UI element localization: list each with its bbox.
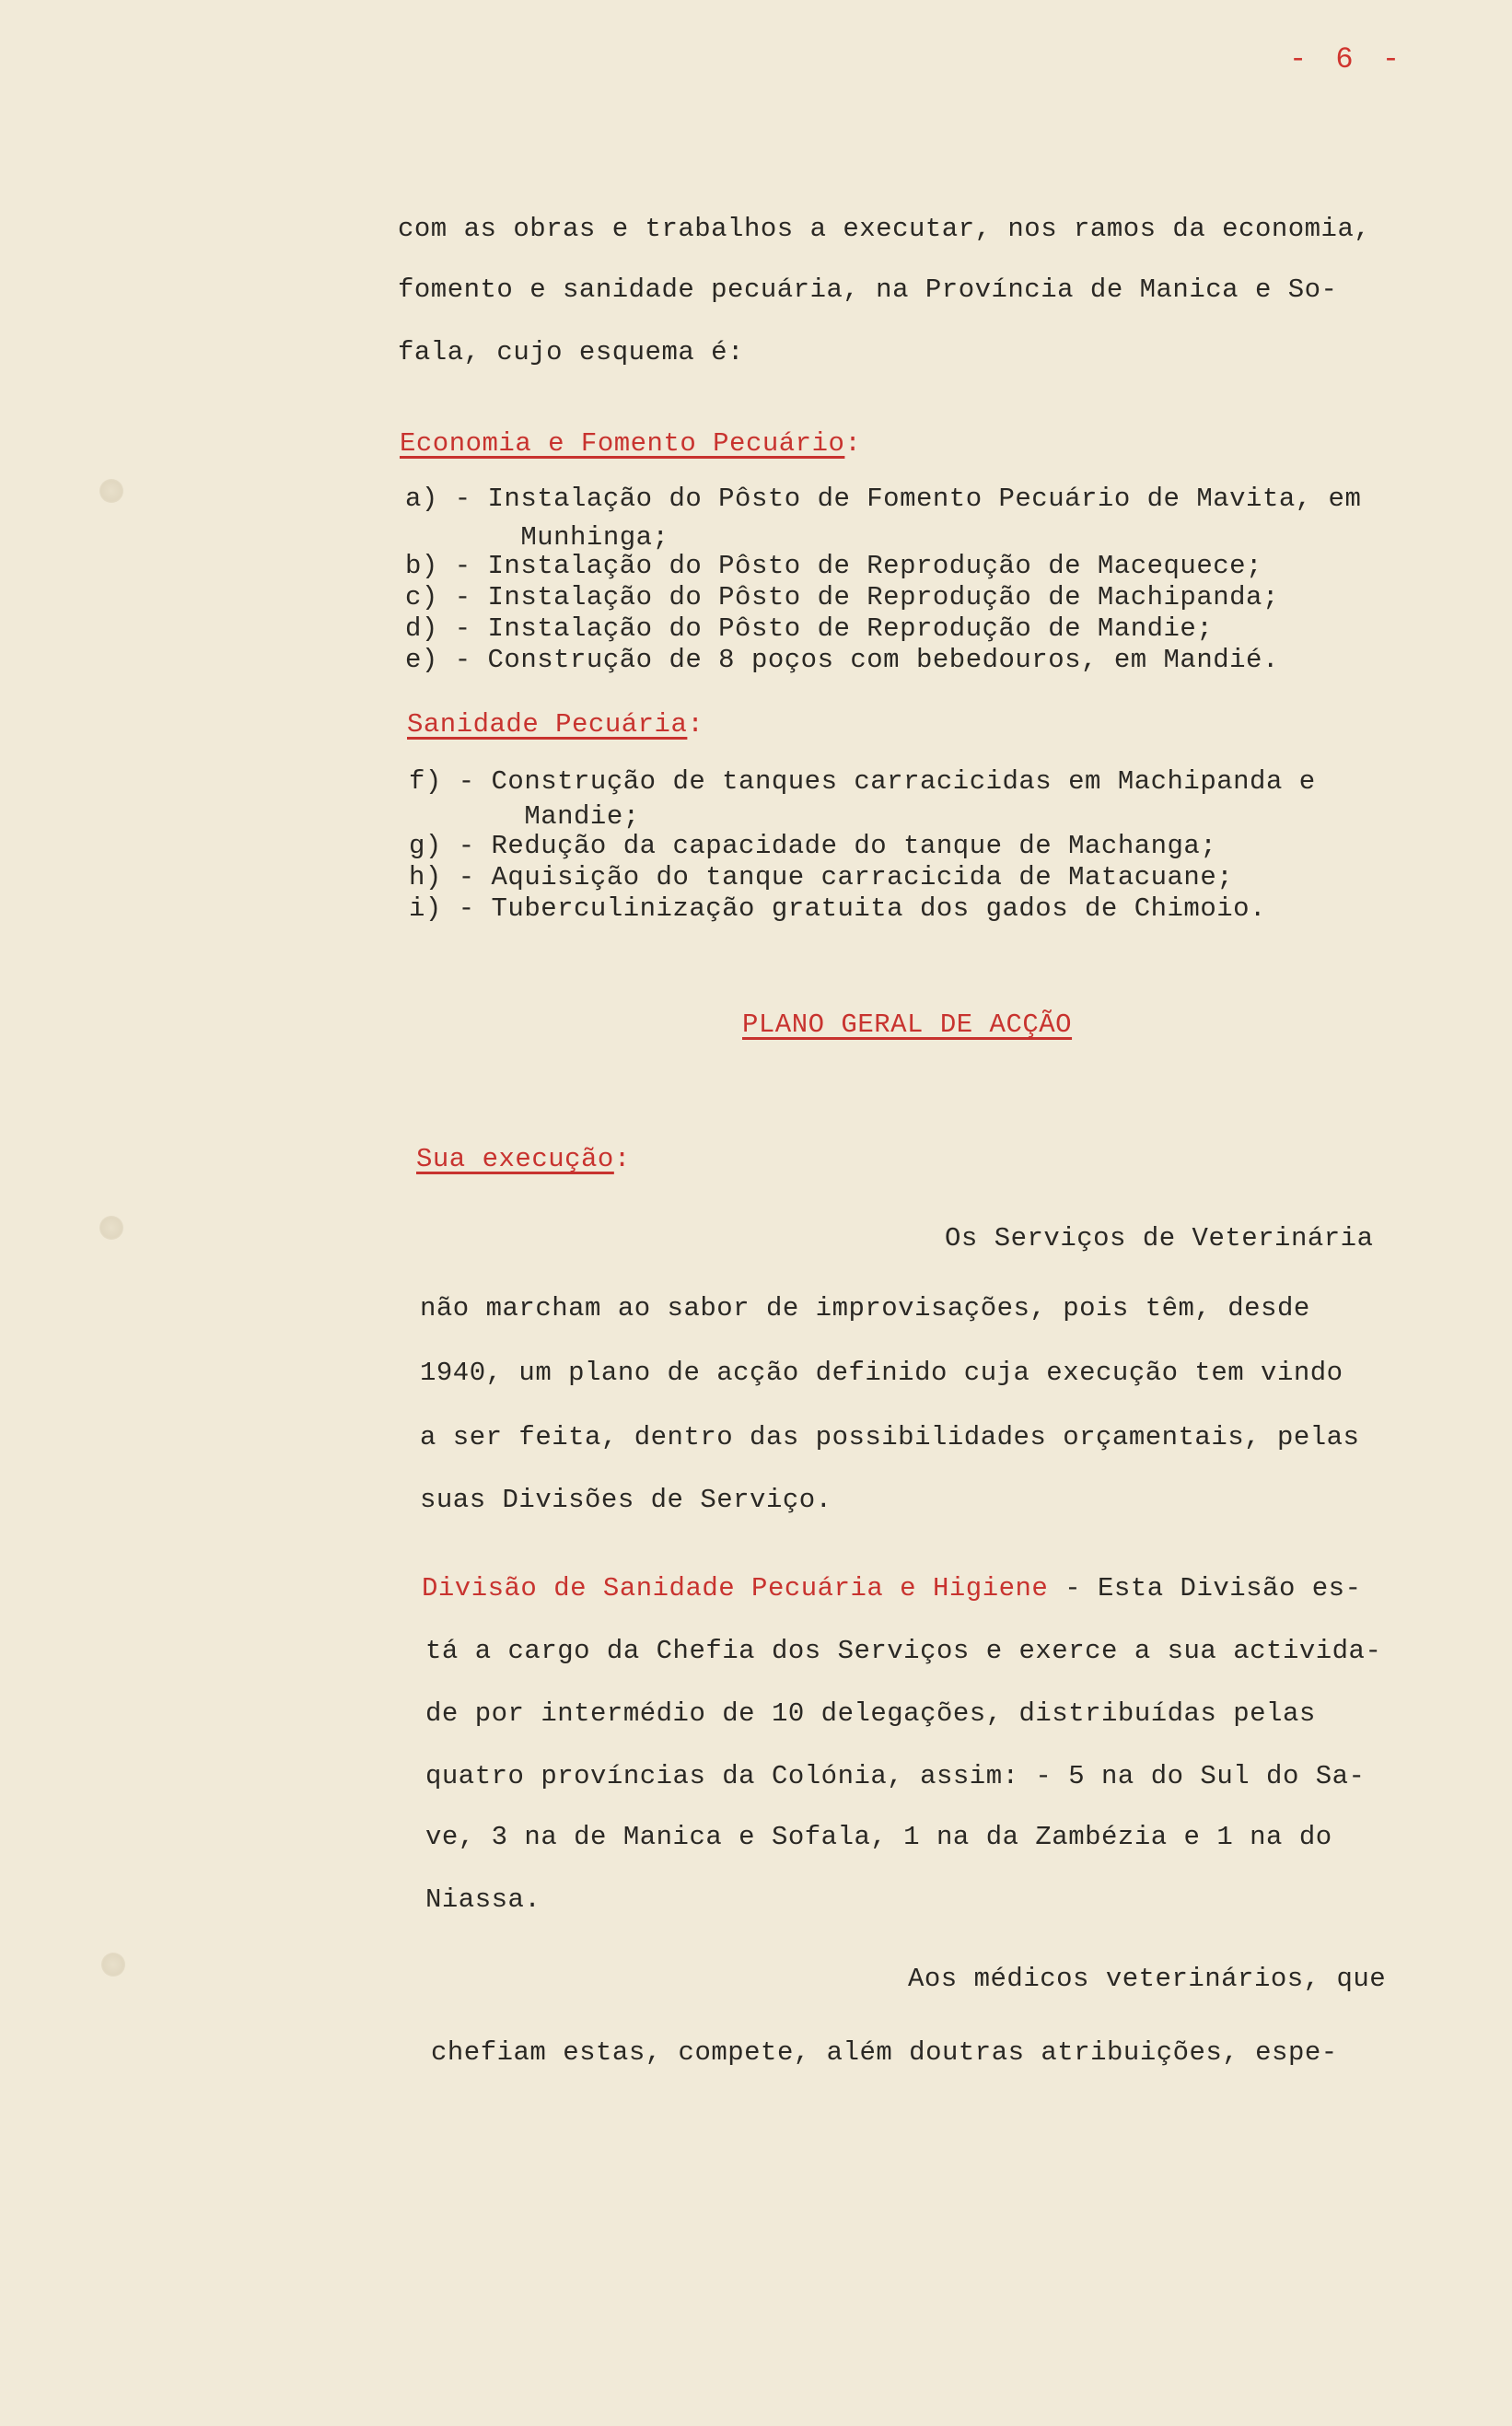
list-item-f: f) - Construção de tanques carracicidas em Machipanda e	[409, 766, 1316, 797]
section-heading-economia	[400, 428, 861, 460]
division-heading: Divisão de Sanidade Pecuária e Higiene	[422, 1573, 1049, 1604]
punch-hole-mark	[99, 479, 123, 503]
closing-line-2: chefiam estas, compete, além doutras atribuições, espe-	[431, 2037, 1338, 2068]
division-line-2: tá a cargo da Chefia dos Serviços e exerce a sua activida-	[425, 1636, 1382, 1666]
intro-line-2: fomento e sanidade pecuária, na Província de Manica e So-	[398, 274, 1338, 305]
section-heading-sanidade-colon: :	[687, 709, 704, 740]
section-heading-sanidade-text: Sanidade Pecuária	[407, 709, 688, 740]
execution-line-1: Os Serviços de Veterinária	[945, 1223, 1374, 1254]
execution-line-5: suas Divisões de Serviço.	[420, 1485, 832, 1515]
execution-line-4: a ser feita, dentro das possibilidades orçamentais, pelas	[420, 1422, 1360, 1452]
execution-line-2: não marcham ao sabor de improvisações, pois têm, desde	[420, 1293, 1310, 1324]
list-item-g: g) - Redução da capacidade do tanque de Machanga;	[409, 831, 1217, 861]
section-heading-execucao-text: Sua execução	[416, 1144, 614, 1174]
page-number: - 6 -	[1289, 42, 1406, 76]
closing-line-1: Aos médicos veterinários, que	[908, 1964, 1387, 1994]
section-heading-execucao-colon: :	[613, 1144, 631, 1174]
intro-line-3: fala, cujo esquema é:	[398, 337, 744, 367]
section-heading-economia-colon: :	[844, 428, 862, 459]
list-item-d: d) - Instalação do Pôsto de Reprodução de Mandie;	[405, 613, 1214, 644]
list-item-a: a) - Instalação do Pôsto de Fomento Pecuário de Mavita, em	[405, 484, 1362, 514]
list-item-e: e) - Construção de 8 poços com bebedouros, em Mandié.	[405, 645, 1279, 675]
division-line-1	[422, 1573, 1361, 1604]
division-line-5: ve, 3 na de Manica e Sofala, 1 na da Zambézia e 1 na do	[425, 1822, 1332, 1852]
list-item-i: i) - Tuberculinização gratuita dos gados de Chimoio.	[409, 893, 1266, 924]
punch-hole-mark	[99, 1216, 123, 1240]
list-item-b: b) - Instalação do Pôsto de Reprodução de Macequece;	[405, 551, 1262, 581]
section-heading-economia-text: Economia e Fomento Pecuário	[400, 428, 845, 459]
plan-title: PLANO GERAL DE ACÇÃO	[742, 1009, 1073, 1040]
list-item-a-cont: Munhinga;	[405, 522, 669, 553]
section-heading-sanidade	[407, 709, 704, 741]
division-line-4: quatro províncias da Colónia, assim: - 5 na do Sul do Sa-	[425, 1761, 1366, 1791]
list-item-f-cont: Mandie;	[409, 801, 640, 832]
division-line-3: de por intermédio de 10 delegações, distribuídas pelas	[425, 1698, 1316, 1729]
list-item-h: h) - Aquisição do tanque carracicida de Matacuane;	[409, 862, 1234, 892]
punch-hole-mark	[101, 1953, 125, 1977]
intro-line-1: com as obras e trabalhos a executar, nos ramos da economia,	[398, 214, 1371, 244]
division-line-6: Niassa.	[425, 1884, 541, 1915]
list-item-c: c) - Instalação do Pôsto de Reprodução de Machipanda;	[405, 582, 1279, 612]
execution-line-3: 1940, um plano de acção definido cuja execução tem vindo	[420, 1358, 1343, 1388]
section-heading-execucao	[416, 1144, 631, 1175]
division-first-line-rest: - Esta Divisão es-	[1048, 1573, 1362, 1604]
